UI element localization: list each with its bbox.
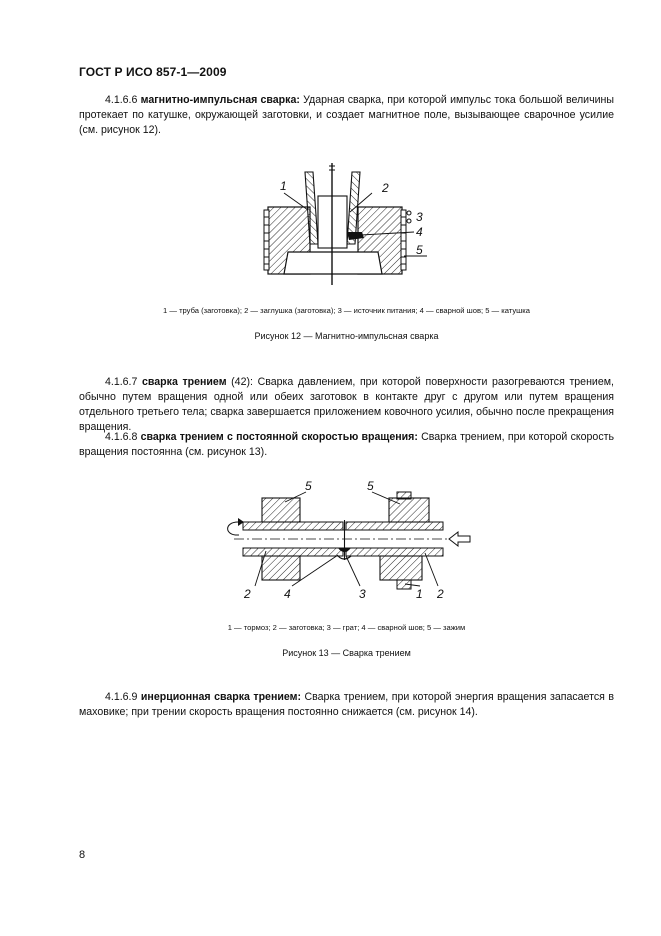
clause-number: 4.1.6.9 <box>105 691 138 703</box>
clause-number: 4.1.6.6 <box>105 94 138 106</box>
figure-12-title: Рисунок 12 — Магнитно-импульсная сварка <box>254 331 439 341</box>
fig13-label-2-left: 2 <box>244 587 251 601</box>
fig12-label-1: 1 <box>280 179 287 193</box>
clause-number: 4.1.6.7 <box>105 376 138 388</box>
paragraph-4-1-6-9 <box>79 690 614 720</box>
document-header: ГОСТ Р ИСО 857-1—2009 <box>79 65 227 79</box>
definition: Сварка давлением, при которой поверхности разогреваются трением, обычно путем вращения одной или обеих заготовок в контакте друг с другом или путем вращения отдельного третьего тела; сварка завершается приложением ковочного усилия, обычно после прекращения вращения. <box>79 376 614 433</box>
term-reference: (42): <box>231 376 253 388</box>
fig13-label-5-right: 5 <box>367 479 374 493</box>
figure-12-legend: 1 — труба (заготовка); 2 — заглушка (заготовка); 3 — источник питания; 4 — сварной шов; 5 — катушка <box>163 306 530 315</box>
fig13-label-1: 1 <box>416 587 423 601</box>
fig13-label-2-right: 2 <box>437 587 444 601</box>
term: сварка трением с постоянной скоростью вращения: <box>140 431 418 443</box>
clause-number: 4.1.6.8 <box>105 431 138 443</box>
fig13-label-4: 4 <box>284 587 291 601</box>
fig13-label-5-left: 5 <box>305 479 312 493</box>
figure-13-legend: 1 — тормоз; 2 — заготовка; 3 — грат; 4 — сварной шов; 5 — зажим <box>227 623 466 632</box>
fig12-label-5: 5 <box>416 243 423 257</box>
term: магнитно-импульсная сварка: <box>140 94 300 106</box>
definition: Сварка трением, при которой энергия вращения запасается в маховике; при трении скорость вращения постоянно снижается (см. рисунок 14). <box>79 691 615 718</box>
figure-13-title: Рисунок 13 — Сварка трением <box>282 648 411 658</box>
fig12-label-3: 3 <box>416 210 423 224</box>
fig12-label-4: 4 <box>416 225 423 239</box>
term: сварка трением <box>142 376 227 388</box>
fig12-label-2: 2 <box>382 181 389 195</box>
fig13-label-3: 3 <box>359 587 366 601</box>
definition: Ударная сварка, при которой импульс тока большой величины протекает по катушке, окружающей заготовки, и создает магнитное поле, вызывающее сварочное усилие (см. рисунок 12). <box>79 94 615 136</box>
definition: Сварка трением, при которой скорость вращения постоянна (см. рисунок 13). <box>79 431 614 458</box>
page-number: 8 <box>79 849 86 861</box>
term: инерционная сварка трением: <box>140 691 301 703</box>
